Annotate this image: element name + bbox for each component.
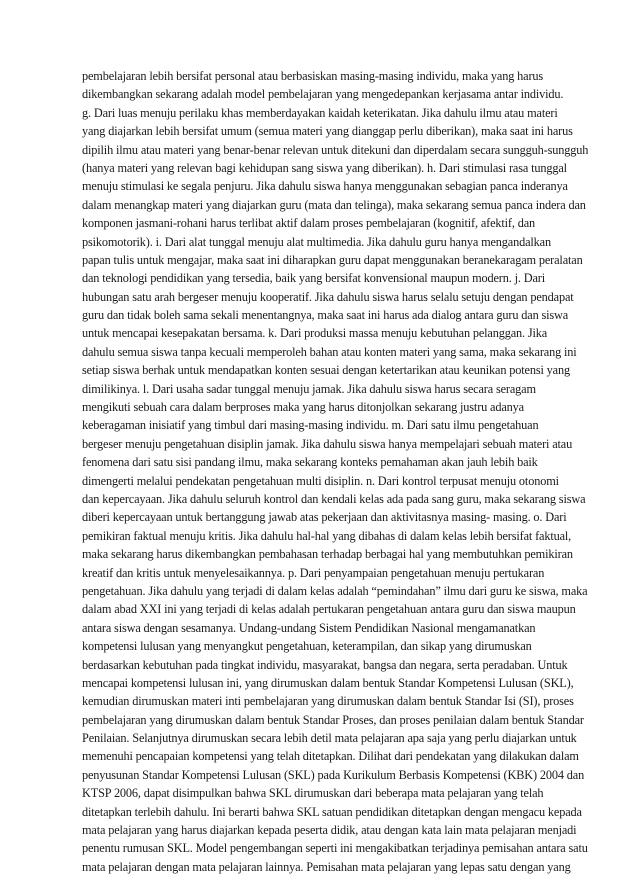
text-line: bergeser menuju pengetahuan disiplin jamak. Jika dahulu siswa hanya mempelajari sebuah materi atau (82, 436, 573, 451)
text-line: penyusunan Standar Kompetensi Lulusan (SKL) pada Kurikulum Berbasis Kompetensi (KBK) 2004 dan (82, 767, 585, 782)
body-text (82, 67, 589, 876)
text-line: memenuhi pencapaian kompetensi yang telah ditetapkan. Dilihat dari pendekatan yang dilakukan dalam (82, 749, 579, 764)
text-line: keberagaman inisiatif yang timbul dari masing-masing individu. m. Dari satu ilmu pengetahuan (82, 418, 539, 433)
text-line: papan tulis untuk mengajar, maka saat ini diharapkan guru dapat menggunakan beranekaragam peralatan (82, 252, 583, 267)
text-line: (hanya materi yang relevan bagi kehidupan sang siswa yang diberikan). h. Dari stimulasi rasa tunggal (82, 160, 567, 175)
text-line: dipilih ilmu atau materi yang benar-benar relevan untuk ditekuni dan diperdalam secara sungguh-sungguh (82, 142, 589, 157)
text-line: psikomotorik). i. Dari alat tunggal menuju alat multimedia. Jika dahulu guru hanya mengandalkan (82, 234, 551, 249)
text-line: g. Dari luas menuju perilaku khas memberdayakan kaidah keterikatan. Jika dahulu ilmu atau materi (82, 105, 558, 120)
text-line: hubungan satu arah bergeser menuju kooperatif. Jika dahulu siswa harus selalu setuju dengan pendapat (82, 289, 574, 304)
text-line: dahulu semua siswa tanpa kecuali memperoleh bahan atau konten materi yang sama, maka sekarang ini (82, 344, 577, 359)
text-line: berdasarkan kebutuhan pada tingkat individu, masyarakat, bangsa dan negara, serta peradaban. Untuk (82, 657, 568, 672)
text-line: yang diajarkan lebih bersifat umum (semua materi yang dianggap perlu diberikan), maka saat ini harus (82, 124, 573, 139)
text-line: dikembangkan sekarang adalah model pembelajaran yang mengedepankan kerjasama antar individu. (82, 87, 564, 102)
text-line: kreatif dan kritis untuk menyelesaikannya. p. Dari penyampaian pengetahuan menuju pertukaran (82, 565, 545, 580)
text-line: penentu rumusan SKL. Model pengembangan seperti ini mengakibatkan terjadinya pemisahan antara satu (82, 841, 588, 856)
text-line: pengetahuan. Jika dahulu yang terjadi di dalam kelas adalah “pemindahan” ilmu dari guru ke siswa, maka (82, 583, 588, 598)
text-line: dalam menangkap materi yang diajarkan guru (mata dan telinga), maka sekarang semua panca indera dan (82, 197, 586, 212)
text-line: fenomena dari satu sisi pandang ilmu, maka sekarang konteks pemahaman akan jauh lebih baik (82, 455, 538, 470)
text-line: mata pelajaran dengan mata pelajaran lainnya. Pemisahan mata pelajaran yang lepas satu dengan yang (82, 859, 571, 874)
text-line: pembelajaran yang dirumuskan dalam bentuk Standar Proses, dan proses penilaian dalam bentuk Standar (82, 712, 584, 727)
text-line: pembelajaran lebih bersifat personal atau berbasiskan masing-masing individu, maka yang harus (82, 69, 544, 83)
text-line: menuju stimulasi ke segala penjuru. Jika dahulu siswa hanya menggunakan sebagian panca inderanya (82, 179, 568, 194)
text-line: diberi kepercayaan untuk bertanggung jawab atas pekerjaan dan aktivitasnya masing- masing. o. Dari (82, 510, 567, 525)
text-line: antara siswa dengan sesamanya. Undang-undang Sistem Pendidikan Nasional mengamanatkan (82, 620, 536, 635)
text-line: dimilikinya. l. Dari usaha sadar tunggal menuju jamak. Jika dahulu siswa harus secara seragam (82, 381, 536, 396)
text-line: mencapai kompetensi lulusan ini, yang dirumuskan dalam bentuk Standar Kompetensi Lulusan (SKL), (82, 675, 574, 690)
text-line: kemudian dirumuskan materi inti pembelajaran yang dirumuskan dalam bentuk Standar Isi (SI), proses (82, 694, 574, 709)
text-line: mengikuti sebuah cara dalam berproses maka yang harus ditonjolkan sekarang justru adanya (82, 400, 524, 415)
text-line: Penilaian. Selanjutnya dirumuskan secara lebih detil mata pelajaran apa saja yang perlu diajarkan untuk (82, 731, 577, 746)
text-line: KTSP 2006, dapat disimpulkan bahwa SKL dirumuskan dari beberapa mata pelajaran yang telah (82, 786, 544, 801)
text-line: komponen jasmani-rohani harus terlibat aktif dalam proses pembelajaran (kognitif, afektif, dan (82, 216, 536, 231)
text-line: dalam abad XXI ini yang terjadi di kelas adalah pertukaran pengetahuan antara guru dan siswa maupun (82, 602, 576, 617)
text-line: maka sekarang harus dikembangkan pembahasan terhadap berbagai hal yang membutuhkan pemikiran (82, 547, 573, 562)
text-line: setiap siswa berhak untuk mendapatkan konten sesuai dengan ketertarikan atau keunikan potensi yang (82, 363, 570, 378)
text-line: mata pelajaran yang harus diajarkan kepada peserta didik, atau dengan kata lain mata pelajaran menjadi (82, 823, 577, 838)
text-line: dan teknologi pendidikan yang tersedia, baik yang bersifat konvensional maupun modern. j. Dari (82, 271, 545, 286)
text-line: untuk mencapai kesepakatan bersama. k. Dari produksi massa menuju kebutuhan pelanggan. Jika (82, 326, 548, 341)
text-line: ditetapkan terlebih dahulu. Ini berarti bahwa SKL satuan pendidikan ditetapkan dengan mengacu kepada (82, 804, 582, 819)
text-line: dan kepercayaan. Jika dahulu seluruh kontrol dan kendali kelas ada pada sang guru, maka sekarang siswa (82, 491, 586, 506)
text-line: kompetensi lulusan yang menyangkut pengetahuan, keterampilan, dan sikap yang dirumuskan (82, 639, 532, 654)
text-line: guru dan tidak boleh sama sekali menentangnya, maka saat ini harus ada dialog antara guru dan siswa (82, 308, 569, 323)
text-line: dimengerti melalui pendekatan pengetahuan multi disiplin. n. Dari kontrol terpusat menuju otonomi (82, 473, 559, 488)
text-line: pemikiran faktual menuju kritis. Jika dahulu hal-hal yang dibahas di dalam kelas lebih bersifat faktual, (82, 528, 572, 543)
